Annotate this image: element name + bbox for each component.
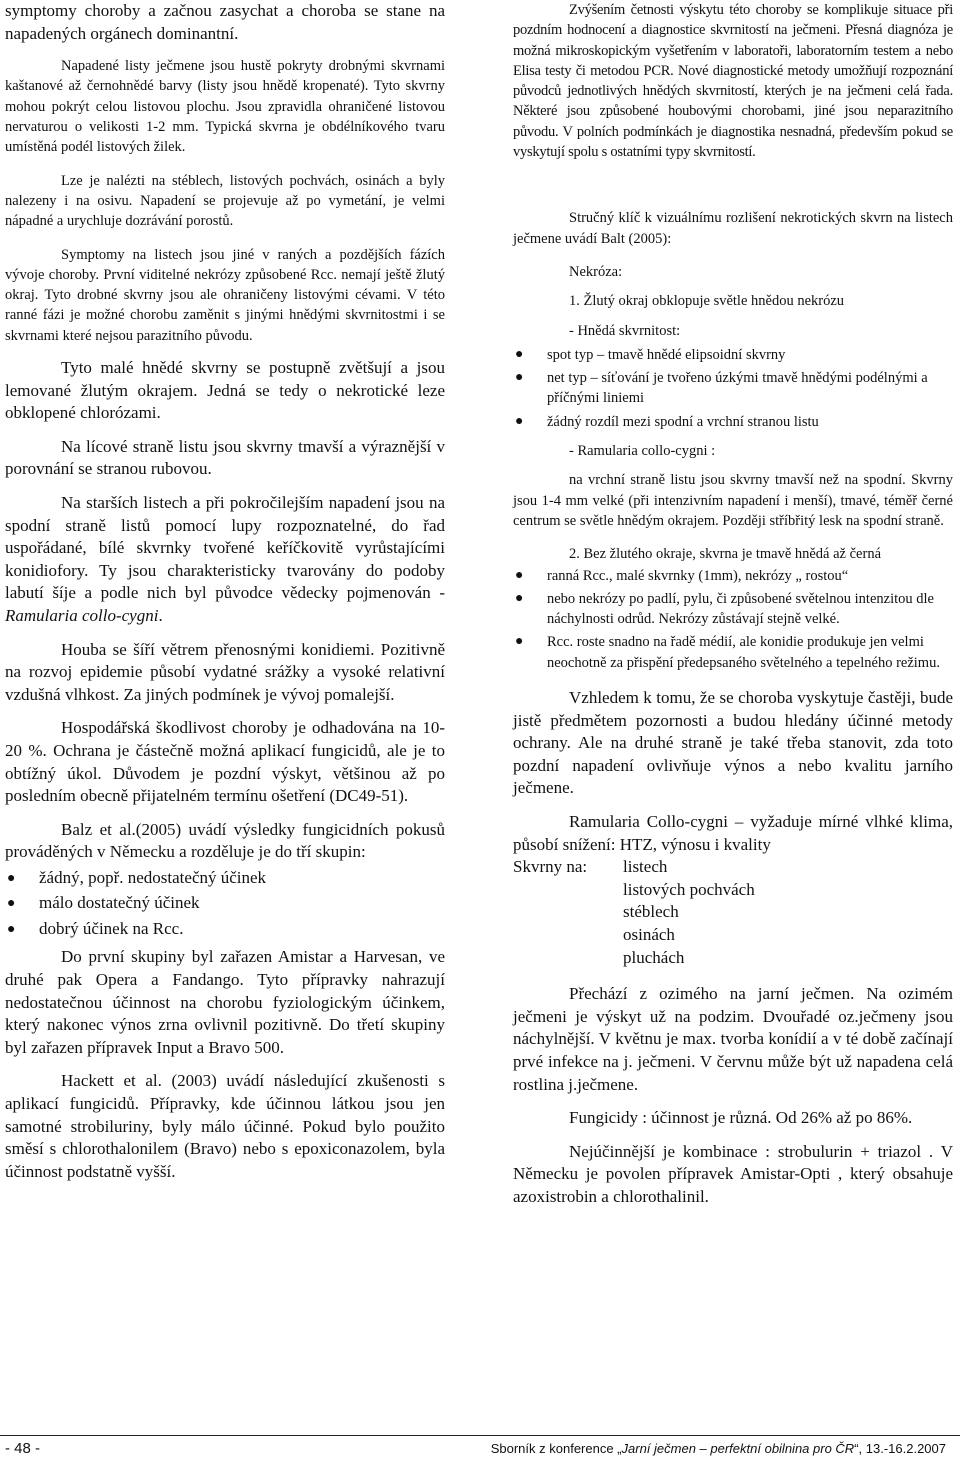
list-item (513, 345, 953, 365)
paragraph: Fungicidy : účinnost je různá. Od 26% až po 86%. (569, 1108, 913, 1128)
paragraph: Hackett et al. (2003) uvádí následující zkušenosti s aplikací fungicidů. Přípravky, kde účinnou látkou jsou jen samotné strobiluriny, byly málo účinné. Pokud bylo použito směsí s chlorothalonilem (Bravo) nebo s epoxiconazolem, byla účinnost podstatně vyšší. (5, 1071, 445, 1181)
footer-citation (491, 1441, 946, 1456)
skvrny-item: listových pochvách (623, 879, 755, 899)
skvrny-item: pluchách (623, 947, 685, 967)
bullet-icon: ● (515, 590, 524, 606)
bullet-icon: ● (7, 870, 16, 886)
list-item (513, 566, 953, 586)
bullet-icon: ● (515, 413, 524, 429)
list-item-text: ranná Rcc., malé skvrnky (1mm), nekrózy „ rostou“ (547, 567, 849, 584)
left-column (5, 0, 445, 1183)
paragraph: Zvýšením četnosti výskytu této choroby se komplikuje situace při pozdním hodnocení a diagnostice skvrnitostí na ječmeni. Přesná diagnóza je možná mikroskopickým vyšetřením v laboratoři, laboratorním testem a nebo Elisa testy či metodou PCR. Nové diagnostické metody umožňují rozpoznání původců jednotlivých hnědých skvrnitostí, kterých je na ječmeni celá řada. Některé jsou způsobené houbovými chorobami, jiné jsou neparazitního původu. V polních podmínkách je diagnostika nesnadná, především pokud se vyskytují spolu s ostatními typy skvrnitostí. (513, 2, 953, 161)
bullet-icon: ● (7, 921, 16, 937)
list-item (5, 890, 445, 916)
bullet-icon: ● (515, 634, 524, 650)
key-item-2: 2. Bez žlutého okraje, skvrna je tmavě hnědá až černá (569, 546, 882, 563)
paragraph: Přechází z ozimého na jarní ječmen. Na ozimém ječmeni je výskyt už na podzim. Dvouřadé oz.ječmeny jsou náchylnější. V květnu je max. tvorba konídií a v té době začínají prvé infekce na j. ječmeni. V červnu může být už napadena celá rostlina j.ječmene. (513, 984, 953, 1094)
list-item (513, 412, 953, 432)
list-item (5, 916, 445, 942)
list-item (513, 589, 953, 630)
bullet-icon: ● (515, 346, 524, 362)
paragraph-text: Na starších listech a při pokročilejším napadení jsou na spodní straně listů pomocí lupy rozpoznatelné, do řad uspořádané, bílé skvrnky tvořené keříčkovitě vyrůstajícími konidiofory. Ty jsou charakteristicky tvarovány do podoby labutí šíje a podle nich byl původce vědecky pojmenován - (5, 493, 445, 603)
paragraph-end: . (158, 605, 163, 625)
key-text: na vrchní straně listu jsou skvrny tmavší než na spodní. Skvrny jsou 1-4 mm velké (při intenzivním napadení i menší), tmavé, téměř černé centrum se světle hnědým okrajem. Později stříbřitý lesk na spodní straně. (513, 472, 953, 529)
paragraph: Nejúčinnější je kombinace : strobulurin + triazol . V Německu je povolen přípravek Amistar-Opti , který obsahuje azoxistrobin a chlorothalinil. (513, 1141, 953, 1206)
key-subheading: - Ramularia collo-cygni : (569, 443, 716, 460)
key-item-1: 1. Žlutý okraj obklopuje světle hnědou nekrózu (569, 293, 845, 310)
skvrny-item: stéblech (623, 902, 679, 922)
skvrny-label: Skvrny na: (513, 857, 588, 877)
paragraph: Do první skupiny byl zařazen Amistar a Harvesan, ve druhé pak Opera a Fandango. Tyto přípravky nahrazují nedostatečnou účinnost na chorobu fyziologickým účinkem, který nakonec výnos zrna ovlivnil pozitivně. Do třetí skupiny byl zařazen přípravek Input a Bravo 500. (5, 947, 445, 1057)
key-subheading: - Hnědá skvrnitost: (569, 322, 681, 339)
bullet-list (513, 566, 953, 673)
footer-suffix: “, 13.-16.2.2007 (854, 1441, 946, 1456)
key-heading: Nekróza: (569, 263, 623, 280)
skvrny-row (513, 879, 953, 902)
list-item-text: žádný, popř. nedostatečný účinek (39, 867, 267, 887)
paragraph: Na lícové straně listu jsou skvrny tmavší a výraznější v porovnání se stranou rubovou. (5, 436, 445, 479)
list-item-text: Rcc. roste snadno na řadě médií, ale konidie produkuje jen velmi neochotně za přispění předepsaného světelného a tepelného režimu. (547, 634, 940, 671)
bullet-list (513, 345, 953, 432)
skvrny-row (513, 901, 953, 924)
list-item-text: žádný rozdíl mezi spodní a vrchní stranou listu (547, 413, 819, 430)
bullet-list (5, 865, 445, 942)
paragraph: Balz et al.(2005) uvádí výsledky fungicidních pokusů prováděných v Německu a rozděluje je do tří skupin: (5, 819, 445, 862)
bullet-icon: ● (7, 896, 16, 912)
footer-title: Jarní ječmen – perfektní obilnina pro ČR (621, 1441, 855, 1456)
page-number: - 48 - (5, 1440, 41, 1457)
skvrny-row (513, 924, 953, 947)
skvrny-block (513, 856, 953, 969)
skvrny-row (513, 856, 953, 879)
right-column (513, 0, 953, 1208)
paragraph: Tyto malé hnědé skvrny se postupně zvětšují a jsou lemované žlutým okrajem. Jedná se tedy o nekrotické leze obklopené chlorózami. (5, 358, 445, 423)
list-item-text: dobrý účinek na Rcc. (39, 918, 184, 938)
paragraph: Lze je nalézti na stéblech, listových pochvách, osinách a byly nalezeny i na osivu. Napadení se projevuje až po vymetání, je velmi nápadné a urychluje dozrávání porostů. (5, 172, 445, 230)
bullet-icon: ● (515, 567, 524, 583)
paragraph: Hospodářská škodlivost choroby je odhadována na 10-20 %. Ochrana je částečně možná aplikací fungicidů, ale je to obtížný úkol. Důvodem je pozdní výskyt, většinou až po posledním obecně přijatelném termínu ošetření (DC49-51). (5, 718, 445, 806)
paragraph: Symptomy na listech jsou jiné v raných a pozdějších fázích vývoje choroby. První viditelné nekrózy způsobené Rcc. nemají ještě žlutý okraj. Tyto drobné skvrny jsou ale ohraničeny listovými cévami. V této ranné fázi je možné chorobu zaměnit s jinými hnědými skvrnitostmi i se skvrnami které nejsou parazitního původu. (5, 246, 445, 344)
key-intro: Stručný klíč k vizuálnímu rozlišení nekrotických skvrn na listech ječmene uvádí Balt (2005): (513, 210, 953, 247)
bullet-icon: ● (515, 370, 524, 386)
species-name: Ramularia collo-cygni (5, 605, 159, 625)
list-item-text: spot typ – tmavě hnědé elipsoidní skvrny (547, 346, 786, 363)
list-item (513, 632, 953, 673)
paragraph: Vzhledem k tomu, že se choroba vyskytuje častěji, bude jistě předmětem pozornosti a budou hledány účinné metody ochrany. Ale na druhé straně je také třeba stanovit, zda toto pozdní napadení ovlivňuje výnos a nebo kvalitu jarního ječmene. (513, 688, 953, 798)
footer-prefix: Sborník z konference „ (490, 1441, 622, 1456)
paragraph: Napadené listy ječmene jsou hustě pokryty drobnými skvrnami kaštanové až černohnědé barvy (listy jsou hnědě kropenaté). Tyto skvrny mohou pokrýt celou listovou plochu. Jsou zpravidla ohraničené listovou nervaturou o velikosti 1-2 mm. Typická skvrna je obdélníkového tvaru umístěná podél listových žilek. (5, 58, 445, 156)
paragraph-ramularia (5, 492, 445, 628)
skvrny-item: osinách (623, 924, 675, 944)
footer-divider (0, 1435, 960, 1436)
list-item-text: net typ – síťování je tvořeno úzkými tmavě hnědými podélnými a příčnými liniemi (547, 370, 928, 407)
paragraph: symptomy choroby a začnou zasychat a choroba se stane na napadených orgánech dominantní. (5, 1, 445, 43)
paragraph: Ramularia Collo-cygni – vyžaduje mírné vlhké klima, působí snížení: HTZ, výnosu i kvality (513, 811, 953, 854)
skvrny-item: listech (623, 857, 668, 877)
skvrny-row (513, 947, 953, 970)
list-item-text: nebo nekrózy po padlí, pylu, či způsobené světelnou intenzitou dle náchylnosti odrůd. Nekrózy zůstávají stejně velké. (547, 590, 934, 628)
list-item-text: málo dostatečný účinek (39, 893, 200, 913)
paragraph: Houba se šíří větrem přenosnými konidiemi. Pozitivně na rozvoj epidemie působí vydatné srážky a vysoké relativní vzdušná vlhkost. Za jiných podmínek je vývoj pomalejší. (5, 639, 445, 704)
list-item (5, 865, 445, 891)
list-item (513, 368, 953, 409)
